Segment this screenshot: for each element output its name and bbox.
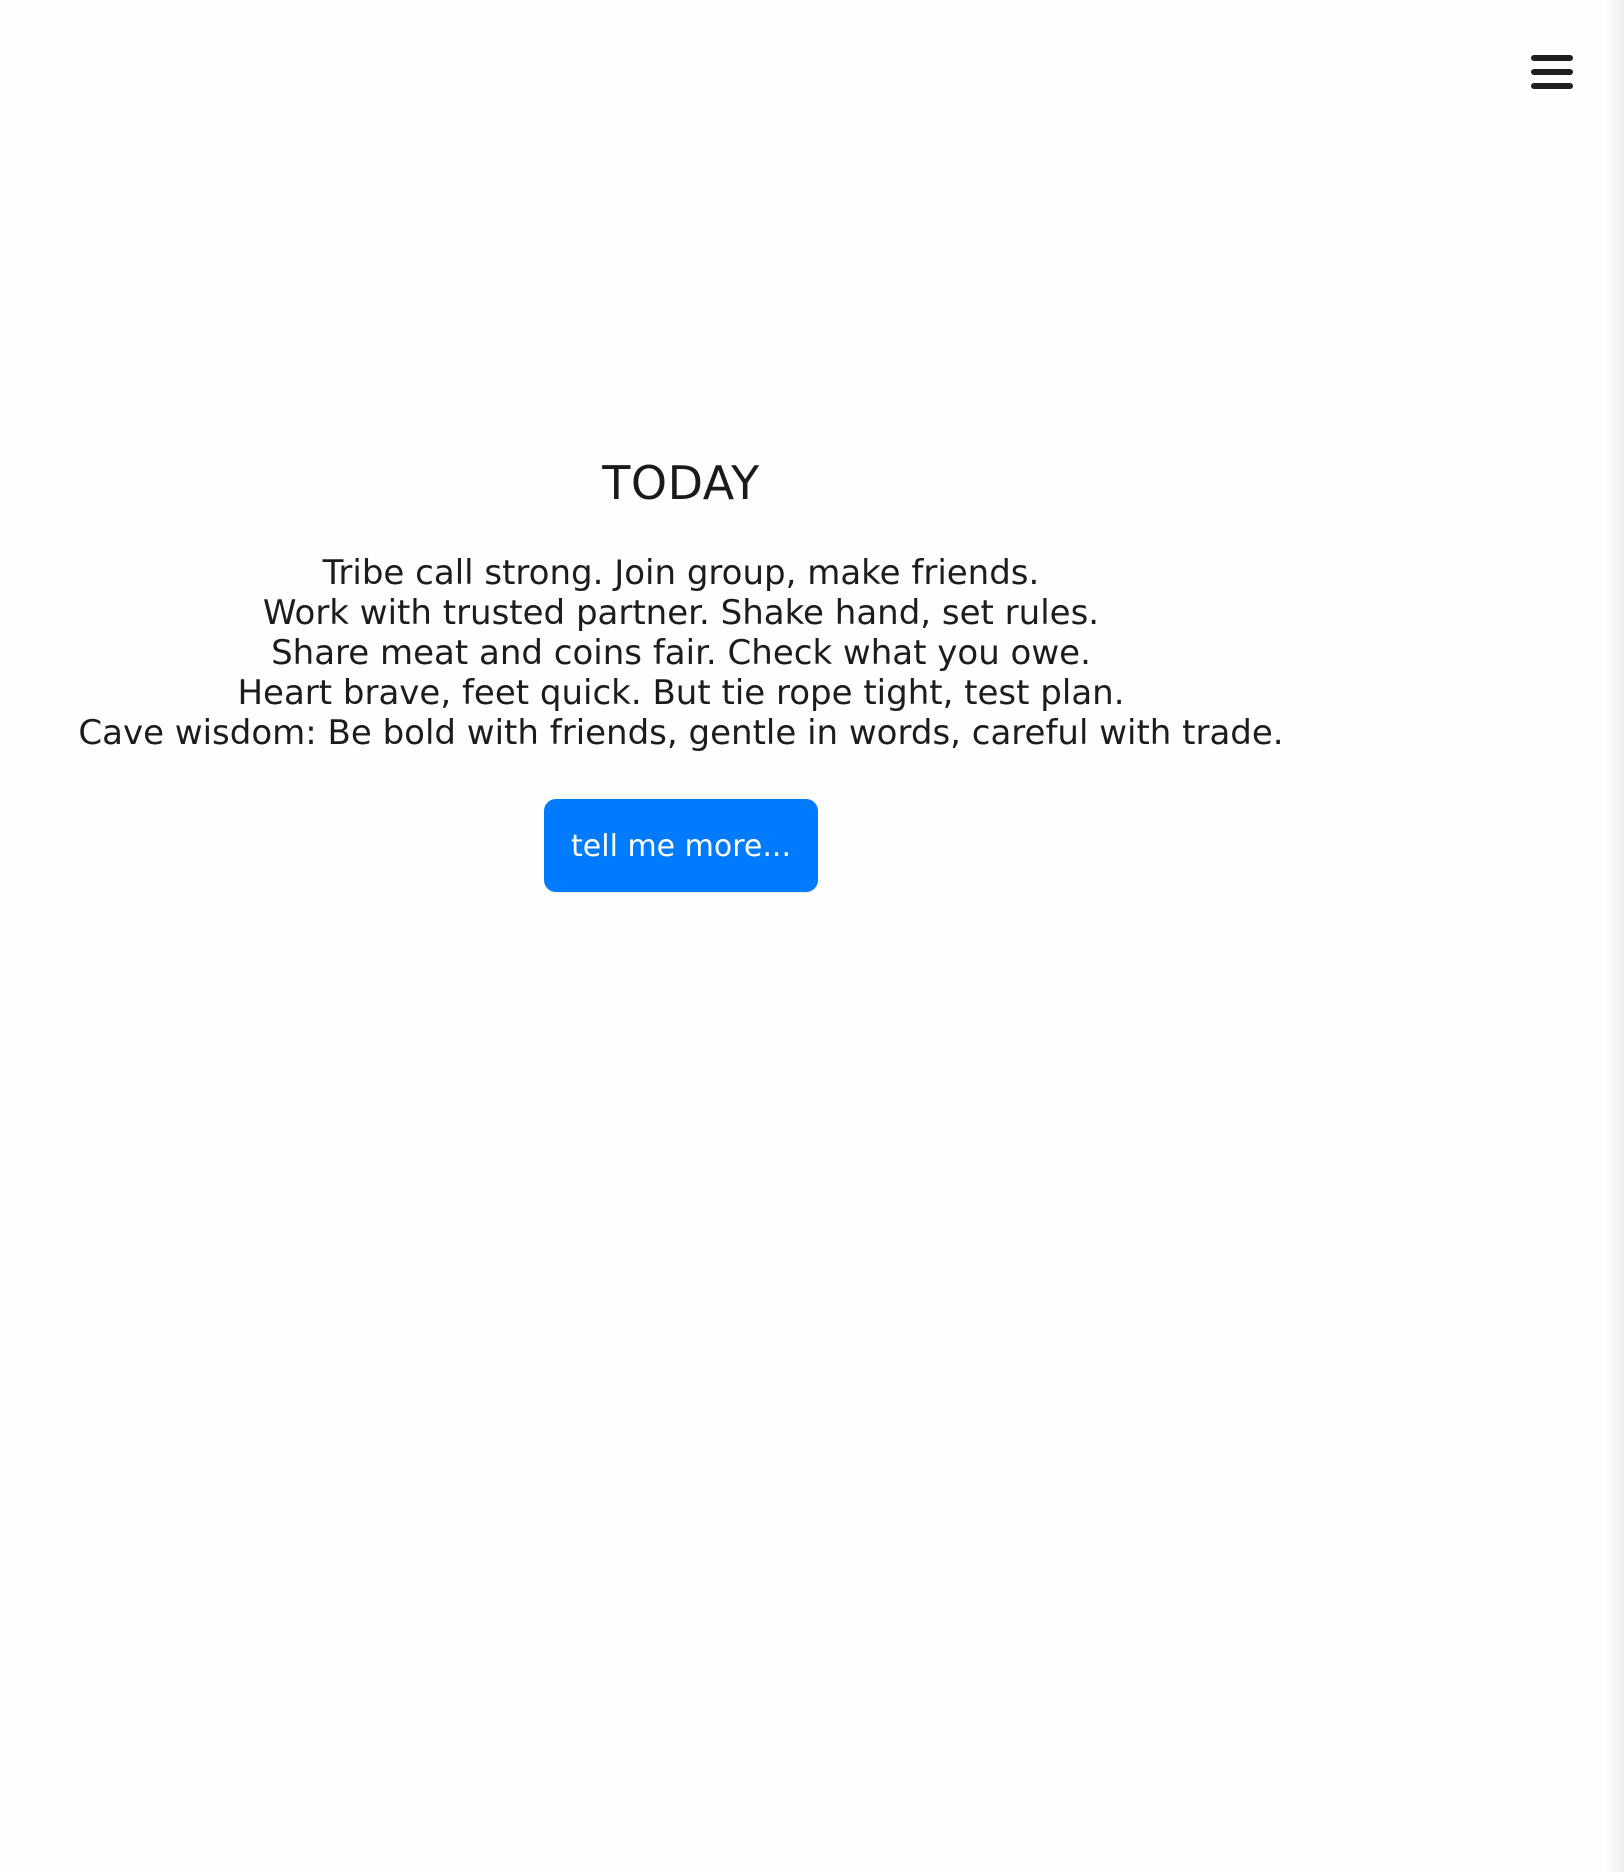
menu-line <box>1531 69 1573 75</box>
message-line: Heart brave, feet quick. But tie rope tight, test plan. <box>237 673 1125 713</box>
message-line: Share meat and coins fair. Check what you owe. <box>271 633 1091 673</box>
message-block <box>0 553 1362 753</box>
message-line: Tribe call strong. Join group, make friends. <box>322 553 1040 593</box>
page-title: TODAY <box>602 456 760 510</box>
menu-line <box>1531 55 1573 61</box>
main-content <box>0 456 1362 892</box>
tell-me-more-button[interactable]: tell me more... <box>544 799 818 892</box>
message-line: Work with trusted partner. Shake hand, set rules. <box>262 593 1100 633</box>
hamburger-menu-icon[interactable] <box>1531 55 1573 89</box>
scrollbar-area[interactable] <box>1604 0 1624 1872</box>
menu-line <box>1531 83 1573 89</box>
message-line: Cave wisdom: Be bold with friends, gentle in words, careful with trade. <box>78 713 1284 753</box>
